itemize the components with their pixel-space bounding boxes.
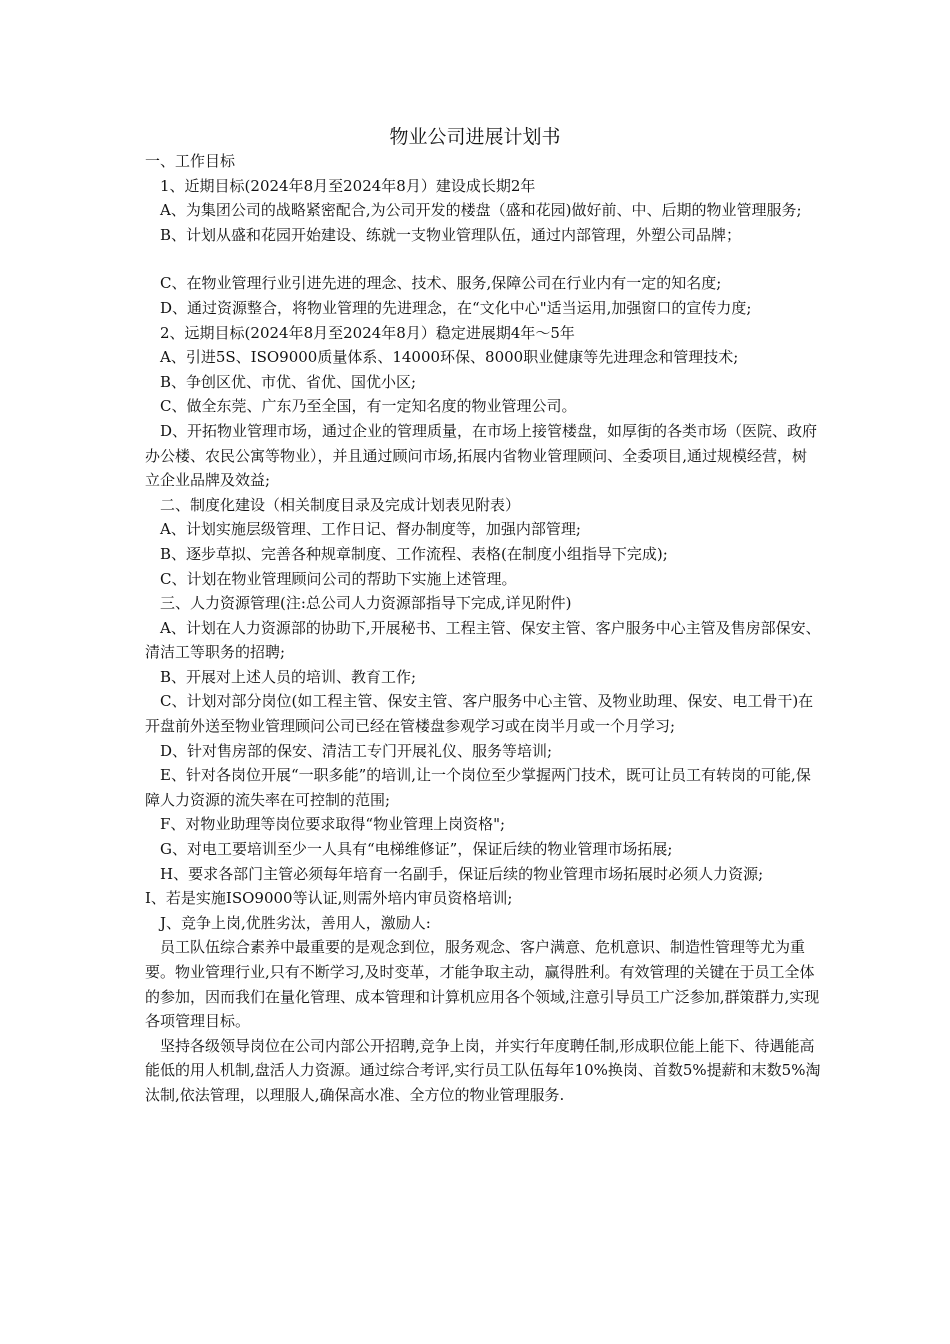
paragraph: H、要求各部门主管必须每年培育一名副手，保证后续的物业管理市场拓展时必须人力资源; xyxy=(160,864,764,883)
paragraph: D、开拓物业管理市场，通过企业的管理质量，在市场上接管楼盘，如厚街的各类市场（医院、政府办公楼、农民公寓等物业），并且通过顾问市场,拓展内省物业管理顾问、全委项目,通过规模经营，树立企业品牌及效益; xyxy=(145,421,818,490)
paragraph: D、通过资源整合，将物业管理的先进理念，在“文化中心"适当运用,加强窗口的宣传力度; xyxy=(160,298,752,317)
paragraph: A、计划实施层级管理、工作日记、督办制度等，加强内部管理; xyxy=(160,520,581,539)
paragraph: A、计划在人力资源部的协助下,开展秘书、工程主管、保安主管、客户服务中心主管及售房部保安、清洁工等职务的招聘; xyxy=(145,618,821,662)
section-heading-goals: 一、工作目标 xyxy=(145,152,236,170)
paragraph: C、计划在物业管理顾问公司的帮助下实施上述管理。 xyxy=(160,569,517,588)
subsection-long-term: 2、远期目标(2024年8月至2024年8月）稳定进展期4年～5年 xyxy=(160,323,575,342)
paragraph: 员工队伍综合素养中最重要的是观念到位，服务观念、客户满意、危机意识、制造性管理等尤为重要。物业管理行业,只有不断学习,及时变革，才能争取主动，赢得胜利。有效管理的关键在于员工全体的参加，因而我们在量化管理、成本管理和计算机应用各个领域,注意引导员工广泛参加,群策群力,实现各项管理目标。 xyxy=(145,938,820,1031)
section-heading-hr: 三、人力资源管理(注:总公司人力资源部指导下完成,详见附件) xyxy=(160,594,572,613)
paragraph: C、在物业管理行业引进先进的理念、技术、服务,保障公司在行业内有一定的知名度; xyxy=(160,274,722,293)
blank-line xyxy=(145,247,821,271)
paragraph: F、对物业助理等岗位要求取得“物业管理上岗资格"; xyxy=(160,815,506,834)
document-body xyxy=(145,149,821,1108)
subsection-near-term: 1、近期目标(2024年8月至2024年8月）建设成长期2年 xyxy=(160,176,536,195)
paragraph: D、针对售房部的保安、清洁工专门开展礼仪、服务等培训; xyxy=(160,741,553,760)
paragraph: C、计划对部分岗位(如工程主管、保安主管、客户服务中心主管、及物业助理、保安、电工骨干)在开盘前外送至物业管理顾问公司已经在管楼盘参观学习或在岗半月或一个月学习; xyxy=(145,692,814,736)
paragraph: G、对电工要培训至少一人具有“电梯维修证”，保证后续的物业管理市场拓展; xyxy=(160,840,673,859)
paragraph: E、针对各岗位开展“一职多能”的培训,让一个岗位至少掌握两门技术，既可让员工有转岗的可能,保障人力资源的流失率在可控制的范围; xyxy=(145,766,811,809)
paragraph: J、竞争上岗,优胜劣汰，善用人，激励人: xyxy=(160,913,431,932)
document-title: 物业公司进展计划书 xyxy=(389,126,561,148)
paragraph: A、引进5S、ISO9000质量体系、14000环保、8000职业健康等先进理念和管理技术; xyxy=(160,348,739,367)
paragraph: C、做全东莞、广东乃至全国，有一定知名度的物业管理公司。 xyxy=(160,397,577,416)
section-heading-institutional: 二、制度化建设（相关制度目录及完成计划表见附表） xyxy=(160,495,521,514)
paragraph: I、若是实施ISO9000等认证,则需外培内审员资格培训; xyxy=(145,889,513,908)
paragraph: B、计划从盛和花园开始建设、练就一支物业管理队伍，通过内部管理，外塑公司品牌； xyxy=(160,225,742,244)
paragraph: B、逐步草拟、完善各种规章制度、工作流程、表格(在制度小组指导下完成); xyxy=(160,544,668,563)
paragraph: 坚持各级领导岗位在公司内部公开招聘,竞争上岗，并实行年度聘任制,形成职位能上能下、待遇能高能低的用人机制,盘活人力资源。通过综合考评,实行员工队伍每年10%换岗、首数5%提薪和末数5%淘汰制,依法管理，以理服人,确保高水准、全方位的物业管理服务. xyxy=(145,1036,821,1104)
paragraph: B、开展对上述人员的培训、教育工作; xyxy=(160,667,417,686)
paragraph: A、为集团公司的战略紧密配合,为公司开发的楼盘（盛和花园)做好前、中、后期的物业管理服务; xyxy=(160,201,802,220)
paragraph: B、争创区优、市优、省优、国优小区; xyxy=(160,372,417,391)
